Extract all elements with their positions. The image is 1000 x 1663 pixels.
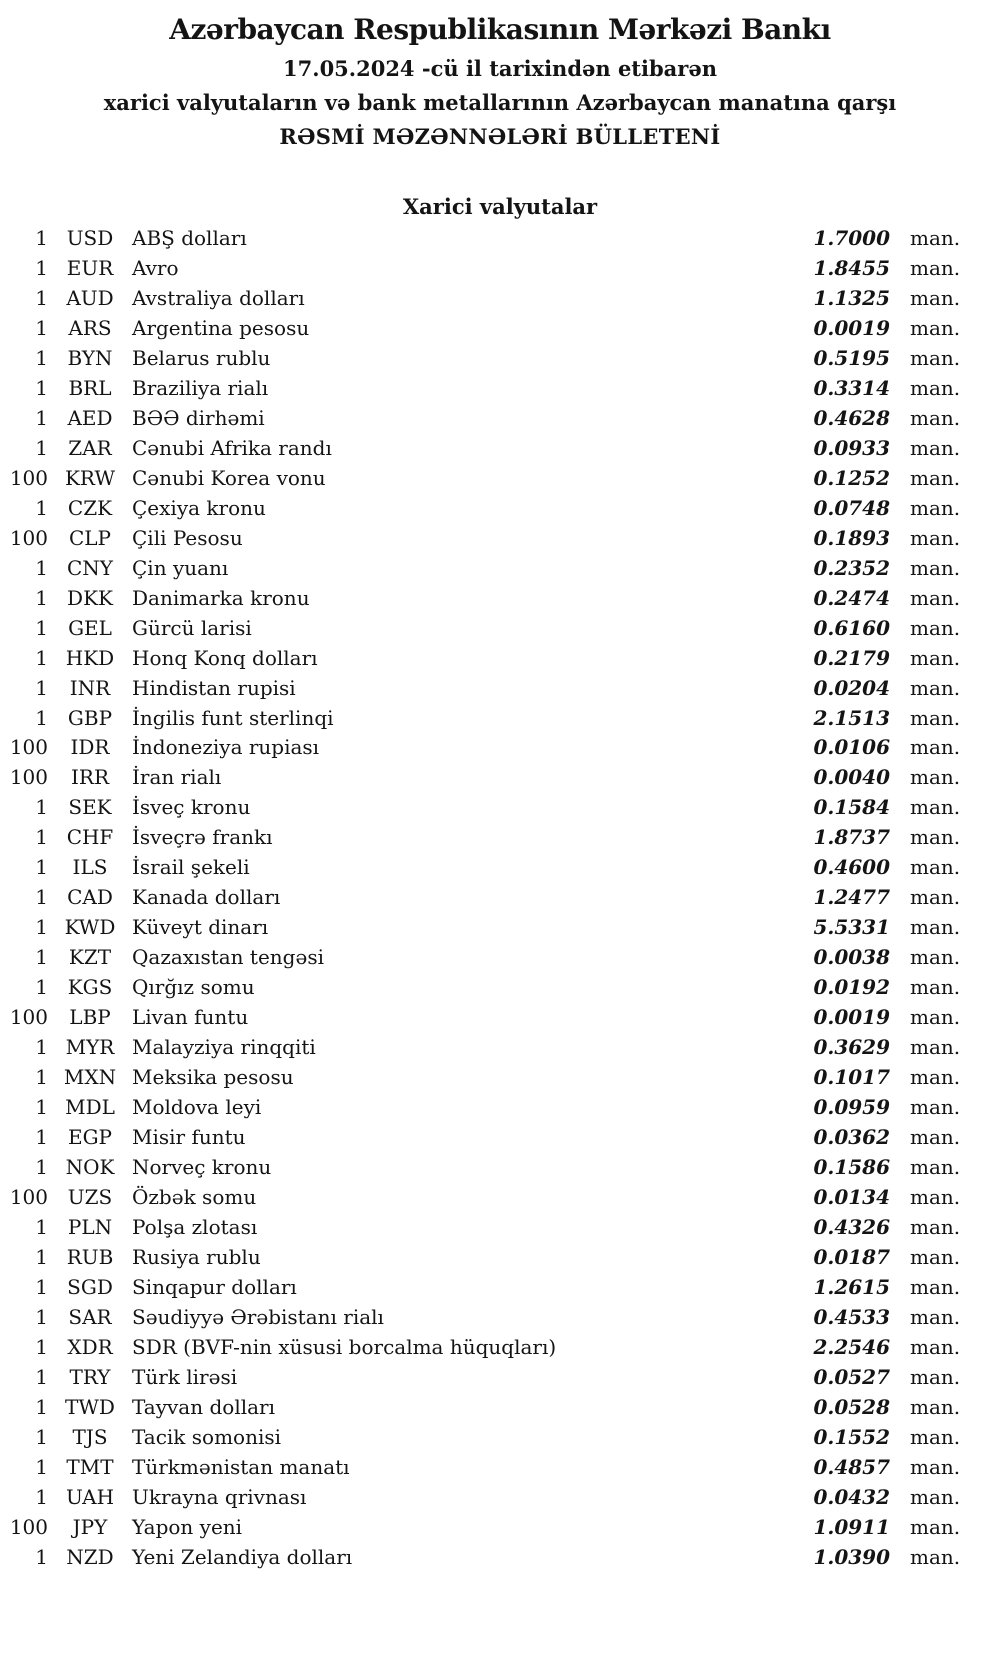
rate-row	[0, 704, 968, 734]
currency-code: EUR	[66, 255, 114, 280]
currency-quantity: 1	[35, 585, 48, 610]
currency-name: Türkmənistan manatı	[132, 1454, 350, 1479]
currency-rate: 0.1586	[813, 1155, 890, 1180]
currency-unit: man.	[910, 585, 961, 610]
currency-unit: man.	[910, 615, 961, 640]
currency-code: PLN	[67, 1214, 113, 1239]
rate-row	[0, 224, 968, 254]
currency-name: Səudiyyə Ərəbistanı rialı	[132, 1304, 384, 1329]
currency-quantity: 1	[35, 1544, 48, 1569]
currency-name: İsveç kronu	[132, 795, 251, 820]
exchange-rates-table	[0, 224, 968, 1573]
currency-rate: 0.1017	[813, 1065, 890, 1090]
currency-quantity: 1	[35, 885, 48, 910]
rate-row	[0, 1423, 968, 1453]
currency-name: İsrail şekeli	[132, 855, 250, 880]
rate-row	[0, 823, 968, 853]
currency-code: ZAR	[68, 435, 112, 460]
currency-quantity: 1	[35, 1125, 48, 1150]
currency-rate: 0.0959	[813, 1095, 890, 1120]
currency-quantity: 1	[35, 1484, 48, 1509]
currency-unit: man.	[910, 555, 961, 580]
currency-unit: man.	[910, 1454, 961, 1479]
currency-rate: 1.2615	[813, 1274, 890, 1299]
currency-quantity: 1	[35, 915, 48, 940]
currency-rate: 0.2179	[813, 645, 890, 670]
currency-quantity: 1	[35, 495, 48, 520]
rate-row	[0, 644, 968, 674]
currency-quantity: 1	[35, 1274, 48, 1299]
currency-rate: 0.0204	[813, 675, 890, 700]
currency-code: ILS	[72, 855, 108, 880]
currency-unit: man.	[910, 735, 961, 760]
currency-unit: man.	[910, 525, 961, 550]
currency-code: BYN	[67, 345, 113, 370]
rate-row	[0, 344, 968, 374]
currency-name: SDR (BVF-nin xüsusi borcalma hüquqları)	[132, 1334, 557, 1359]
rate-row	[0, 1543, 968, 1573]
currency-code: EGP	[67, 1125, 113, 1150]
currency-name: Avstraliya dolları	[132, 285, 305, 310]
currency-rate: 2.2546	[813, 1334, 890, 1359]
currency-rate: 0.0748	[813, 495, 890, 520]
currency-name: Cənubi Afrika randı	[132, 435, 332, 460]
currency-quantity: 1	[35, 1095, 48, 1120]
currency-name: Tayvan dolları	[132, 1394, 275, 1419]
currency-unit: man.	[910, 1304, 961, 1329]
currency-code: CAD	[67, 885, 113, 910]
currency-code: GEL	[68, 615, 112, 640]
bulletin-title: RƏSMİ MƏZƏNNƏLƏRİ BÜLLETENİ	[279, 124, 721, 149]
currency-quantity: 1	[35, 226, 48, 250]
currency-unit: man.	[910, 1364, 961, 1389]
currency-unit: man.	[910, 285, 961, 310]
currency-code: TWD	[65, 1394, 115, 1419]
currency-quantity: 1	[35, 285, 48, 310]
currency-name: Misir funtu	[132, 1125, 246, 1150]
currency-rate: 0.0527	[813, 1364, 890, 1389]
currency-rate: 0.0106	[813, 735, 890, 760]
currency-quantity: 1	[35, 1304, 48, 1329]
currency-unit: man.	[910, 945, 961, 970]
currency-unit: man.	[910, 975, 961, 1000]
rate-row	[0, 913, 968, 943]
currency-code: AUD	[66, 285, 114, 310]
currency-rate: 0.3314	[813, 375, 890, 400]
rate-row	[0, 1033, 968, 1063]
currency-unit: man.	[910, 1244, 961, 1269]
currency-rate: 0.6160	[813, 615, 890, 640]
currency-code: CZK	[67, 495, 113, 520]
currency-name: Çin yuanı	[132, 555, 229, 580]
currency-unit: man.	[910, 1065, 961, 1090]
currency-code: SGD	[67, 1274, 113, 1299]
currency-quantity: 1	[35, 1244, 48, 1269]
currency-code: JPY	[72, 1514, 108, 1539]
section-title-foreign-currencies: Xarici valyutalar	[402, 194, 598, 219]
currency-unit: man.	[910, 795, 961, 820]
currency-name: Avro	[132, 255, 179, 280]
currency-name: Türk lirəsi	[132, 1364, 238, 1389]
currency-code: CNY	[66, 555, 113, 580]
currency-quantity: 1	[35, 1035, 48, 1060]
currency-unit: man.	[910, 375, 961, 400]
bank-name-title: Azərbaycan Respublikasının Mərkəzi Bankı	[169, 13, 831, 46]
rate-row	[0, 733, 968, 763]
currency-code: CHF	[66, 825, 114, 850]
currency-unit: man.	[910, 1484, 961, 1509]
rate-row	[0, 374, 968, 404]
rate-row	[0, 554, 968, 584]
currency-rate: 0.0040	[813, 765, 890, 790]
currency-quantity: 1	[35, 375, 48, 400]
currency-code: LBP	[69, 1005, 111, 1030]
currency-rate: 1.8455	[813, 255, 890, 280]
currency-quantity: 1	[35, 1424, 48, 1449]
rate-row	[0, 284, 968, 314]
currency-rate: 0.4326	[813, 1214, 890, 1239]
currency-rate: 0.1252	[813, 465, 890, 490]
currency-quantity: 1	[35, 825, 48, 850]
rate-row	[0, 434, 968, 464]
rate-row	[0, 973, 968, 1003]
currency-quantity: 1	[35, 1364, 48, 1389]
currency-unit: man.	[910, 1095, 961, 1120]
currency-name: Honq Konq dolları	[132, 645, 318, 670]
currency-unit: man.	[910, 1155, 961, 1180]
rate-row	[0, 584, 968, 614]
currency-quantity: 1	[35, 1454, 48, 1479]
currency-code: MDL	[65, 1095, 115, 1120]
currency-rate: 0.0019	[813, 1005, 890, 1030]
currency-code: RUB	[66, 1244, 114, 1269]
currency-quantity: 100	[9, 765, 48, 790]
currency-rate: 0.0134	[813, 1185, 890, 1209]
currency-rate: 0.0432	[813, 1484, 890, 1509]
currency-rate: 1.1325	[813, 285, 890, 310]
currency-name: Argentina pesosu	[132, 315, 310, 340]
currency-code: MXN	[63, 1065, 117, 1090]
currency-unit: man.	[910, 1394, 961, 1419]
currency-code: UZS	[67, 1185, 113, 1209]
currency-quantity: 1	[35, 255, 48, 280]
currency-quantity: 1	[35, 795, 48, 820]
currency-rate: 0.4533	[813, 1304, 890, 1329]
currency-code: IDR	[70, 735, 110, 760]
rate-row	[0, 464, 968, 494]
currency-unit: man.	[910, 915, 961, 940]
currency-rate: 0.0933	[813, 435, 890, 460]
currency-unit: man.	[910, 765, 961, 790]
currency-rate: 1.7000	[813, 226, 890, 250]
currency-quantity: 100	[9, 465, 48, 490]
currency-code: ARS	[68, 315, 112, 340]
currency-rate: 0.0528	[813, 1394, 890, 1419]
currency-rate: 0.2352	[813, 555, 890, 580]
currency-unit: man.	[910, 885, 961, 910]
currency-name: Küveyt dinarı	[132, 915, 269, 940]
currency-rate: 0.3629	[813, 1035, 890, 1060]
rate-row	[0, 1303, 968, 1333]
currency-quantity: 1	[35, 675, 48, 700]
currency-code: USD	[66, 226, 114, 250]
currency-code: UAH	[65, 1484, 115, 1509]
currency-rate: 1.0911	[813, 1514, 890, 1539]
rate-row	[0, 943, 968, 973]
currency-unit: man.	[910, 855, 961, 880]
currency-unit: man.	[910, 825, 961, 850]
currency-code: TJS	[72, 1424, 108, 1449]
currency-quantity: 1	[35, 1334, 48, 1359]
rate-row	[0, 1213, 968, 1243]
rate-row	[0, 1273, 968, 1303]
currency-code: KGS	[67, 975, 113, 1000]
currency-code: TMT	[66, 1454, 114, 1479]
currency-quantity: 1	[35, 435, 48, 460]
currency-unit: man.	[910, 645, 961, 670]
currency-unit: man.	[910, 675, 961, 700]
currency-rate: 0.4600	[813, 855, 890, 880]
currency-name: Kanada dolları	[132, 885, 281, 910]
bulletin-subtitle: xarici valyutaların və bank metallarının Azərbaycan manatına qarşı	[103, 90, 897, 115]
currency-rate: 1.8737	[813, 825, 890, 850]
currency-quantity: 1	[35, 1065, 48, 1090]
currency-name: İndoneziya rupiası	[132, 735, 320, 760]
currency-name: Livan funtu	[132, 1005, 249, 1030]
currency-name: Gürcü larisi	[132, 615, 252, 640]
currency-code: DKK	[67, 585, 113, 610]
currency-code: BRL	[68, 375, 112, 400]
currency-code: KZT	[68, 945, 112, 970]
currency-rate: 0.0187	[813, 1244, 890, 1269]
currency-code: NOK	[65, 1155, 115, 1180]
rate-row	[0, 1393, 968, 1423]
currency-code: GBP	[67, 705, 113, 730]
currency-unit: man.	[910, 405, 961, 430]
currency-unit: man.	[910, 345, 961, 370]
currency-unit: man.	[910, 1125, 961, 1150]
currency-code: HKD	[65, 645, 115, 670]
currency-rate: 0.4628	[813, 405, 890, 430]
rate-row	[0, 404, 968, 434]
currency-quantity: 1	[35, 855, 48, 880]
currency-unit: man.	[910, 1544, 961, 1569]
currency-name: İngilis funt sterlinqi	[132, 705, 334, 730]
currency-name: Norveç kronu	[132, 1155, 272, 1180]
rate-row	[0, 1063, 968, 1093]
currency-code: KWD	[64, 915, 116, 940]
currency-code: XDR	[67, 1334, 113, 1359]
currency-unit: man.	[910, 1035, 961, 1060]
currency-code: AED	[67, 405, 113, 430]
rate-row	[0, 883, 968, 913]
currency-name: Yapon yeni	[132, 1514, 243, 1539]
currency-unit: man.	[910, 705, 961, 730]
currency-code: NZD	[66, 1544, 114, 1569]
currency-name: Özbək somu	[132, 1185, 257, 1209]
currency-quantity: 1	[35, 405, 48, 430]
currency-rate: 0.1552	[813, 1424, 890, 1449]
rate-row	[0, 1483, 968, 1513]
currency-name: İran rialı	[132, 765, 222, 790]
currency-quantity: 1	[35, 1394, 48, 1419]
currency-name: ABŞ dolları	[132, 226, 247, 250]
currency-name: Qırğız somu	[132, 975, 255, 1000]
currency-unit: man.	[910, 1214, 961, 1239]
currency-name: Belarus rublu	[132, 345, 271, 370]
currency-quantity: 1	[35, 705, 48, 730]
currency-name: Sinqapur dolları	[132, 1274, 297, 1299]
currency-code: SEK	[68, 795, 112, 820]
currency-code: IRR	[70, 765, 110, 790]
currency-name: Braziliya rialı	[132, 375, 269, 400]
currency-rate: 2.1513	[813, 705, 890, 730]
currency-name: BƏƏ dirhəmi	[132, 405, 265, 430]
rate-row	[0, 1093, 968, 1123]
currency-rate: 0.1584	[813, 795, 890, 820]
currency-name: Malayziya rinqqiti	[132, 1035, 316, 1060]
currency-name: Ukrayna qrivnası	[132, 1484, 307, 1509]
currency-code: SAR	[68, 1304, 112, 1329]
currency-name: Çexiya kronu	[132, 495, 266, 520]
currency-quantity: 100	[9, 525, 48, 550]
currency-rate: 1.0390	[813, 1544, 890, 1569]
currency-unit: man.	[910, 435, 961, 460]
currency-name: Yeni Zelandiya dolları	[132, 1544, 353, 1569]
rate-row	[0, 1003, 968, 1033]
currency-code: MYR	[65, 1035, 115, 1060]
rate-row	[0, 1453, 968, 1483]
currency-unit: man.	[910, 1514, 961, 1539]
currency-rate: 0.0192	[813, 975, 890, 1000]
currency-quantity: 1	[35, 315, 48, 340]
currency-rate: 0.0019	[813, 315, 890, 340]
currency-code: TRY	[69, 1364, 111, 1389]
currency-name: Rusiya rublu	[132, 1244, 261, 1269]
rate-row	[0, 1153, 968, 1183]
currency-unit: man.	[910, 1334, 961, 1359]
currency-unit: man.	[910, 1005, 961, 1030]
currency-name: Tacik somonisi	[132, 1424, 282, 1449]
currency-name: Meksika pesosu	[132, 1065, 294, 1090]
currency-name: Hindistan rupisi	[132, 675, 296, 700]
rate-row	[0, 1123, 968, 1153]
rate-row	[0, 1183, 968, 1213]
currency-name: Qazaxıstan tengəsi	[132, 945, 324, 970]
currency-rate: 5.5331	[813, 915, 890, 940]
rate-row	[0, 853, 968, 883]
currency-rate: 1.2477	[813, 885, 890, 910]
rate-row	[0, 524, 968, 554]
currency-unit: man.	[910, 1185, 961, 1209]
currency-rate: 0.4857	[813, 1454, 890, 1479]
currency-quantity: 1	[35, 615, 48, 640]
currency-name: Danimarka kronu	[132, 585, 310, 610]
currency-quantity: 100	[9, 1185, 48, 1209]
currency-rate: 0.2474	[813, 585, 890, 610]
rate-row	[0, 494, 968, 524]
rate-row	[0, 614, 968, 644]
currency-unit: man.	[910, 495, 961, 520]
effective-date-line: 17.05.2024 -cü il tarixindən etibarən	[283, 56, 717, 81]
rate-row	[0, 1243, 968, 1273]
currency-code: INR	[69, 675, 111, 700]
currency-name: Cənubi Korea vonu	[132, 465, 326, 490]
currency-rate: 0.0038	[813, 945, 890, 970]
currency-quantity: 1	[35, 945, 48, 970]
currency-unit: man.	[910, 255, 961, 280]
currency-rate: 0.5195	[813, 345, 890, 370]
currency-rate: 0.1893	[813, 525, 890, 550]
rate-row	[0, 314, 968, 344]
currency-quantity: 1	[35, 1155, 48, 1180]
currency-unit: man.	[910, 1424, 961, 1449]
currency-name: Çili Pesosu	[132, 525, 243, 550]
currency-quantity: 1	[35, 1214, 48, 1239]
rate-row	[0, 1363, 968, 1393]
currency-unit: man.	[910, 1274, 961, 1299]
rate-row	[0, 793, 968, 823]
document-header	[0, 0, 1000, 150]
currency-rate: 0.0362	[813, 1125, 890, 1150]
currency-quantity: 1	[35, 555, 48, 580]
rate-row	[0, 763, 968, 793]
currency-name: İsveçrə frankı	[132, 825, 273, 850]
rate-row	[0, 1513, 968, 1543]
currency-quantity: 100	[9, 1514, 48, 1539]
currency-name: Moldova leyi	[132, 1095, 262, 1120]
rate-row	[0, 1333, 968, 1363]
currency-quantity: 1	[35, 645, 48, 670]
currency-code: KRW	[64, 465, 116, 490]
currency-unit: man.	[910, 465, 961, 490]
rate-row	[0, 254, 968, 284]
currency-unit: man.	[910, 315, 961, 340]
currency-quantity: 100	[9, 735, 48, 760]
currency-code: CLP	[68, 525, 112, 550]
currency-quantity: 1	[35, 975, 48, 1000]
currency-unit: man.	[910, 226, 961, 250]
rate-row	[0, 674, 968, 704]
currency-name: Polşa zlotası	[132, 1214, 258, 1239]
currency-quantity: 1	[35, 345, 48, 370]
currency-quantity: 100	[9, 1005, 48, 1030]
